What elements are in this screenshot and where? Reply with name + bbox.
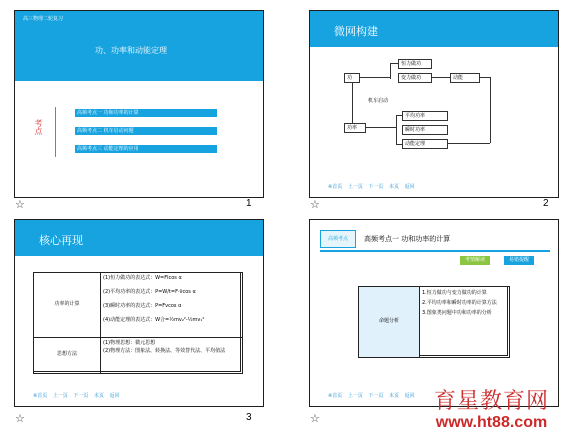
slide-number: 2 — [543, 198, 549, 209]
nav-next-link[interactable]: 下一页 — [368, 184, 384, 190]
connector — [360, 77, 390, 78]
nav-home-link[interactable]: ※首页 — [328, 184, 343, 190]
title-banner — [15, 220, 263, 256]
nav-prev-link[interactable]: 上一页 — [347, 393, 363, 399]
content-line: 2.平均功率和瞬时功率的计算方法 — [422, 300, 497, 306]
transition-star-icon: ☆ — [310, 198, 320, 211]
nav-next-link[interactable]: 下一页 — [368, 393, 384, 399]
connector — [396, 115, 397, 145]
slide-thumbnail-1[interactable] — [14, 10, 264, 198]
slide-title: 功、功率和动能定理 — [95, 46, 167, 55]
connector — [490, 77, 491, 143]
connector — [396, 144, 402, 145]
slide-title: 高频考点一 功和功率的计算 — [364, 235, 451, 243]
connector — [352, 83, 353, 123]
node-avg-power: 平均功率 — [402, 111, 448, 121]
node-inst-power: 瞬时功率 — [402, 125, 448, 135]
summary-table — [33, 272, 241, 372]
nav-home-link[interactable]: ※首页 — [328, 393, 343, 399]
connector — [480, 77, 490, 78]
slide-thumbnail-4[interactable] — [309, 219, 559, 407]
slide-number: 1 — [246, 198, 252, 209]
nav-prev-link[interactable]: 上一页 — [347, 184, 363, 190]
slide-number: 3 — [246, 412, 252, 423]
tab-reminder[interactable]: 易错提醒 — [504, 256, 534, 265]
node-theorem: 动能定理 — [402, 139, 448, 149]
connector — [366, 127, 396, 128]
side-label: 考点 — [34, 119, 43, 135]
method-line: (2)物理方法：图象法、转换法、等效替代法、平均值法 — [103, 348, 226, 354]
formula-line: (2)平均功率的表达式：P=W/t=F·v̄cos α — [103, 289, 196, 295]
nav-prev-link[interactable]: 上一页 — [52, 393, 68, 399]
transition-star-icon: ☆ — [310, 412, 320, 425]
title-banner — [310, 11, 558, 47]
formula-line: (4)动能定理的表达式：W合=½mv₂²-½mv₁² — [103, 317, 205, 323]
connector — [396, 115, 402, 116]
connector — [390, 63, 398, 64]
row1-content — [100, 272, 243, 338]
watermark-logo — [434, 390, 549, 432]
content-body — [419, 286, 510, 358]
content-label: 命题分析 — [358, 286, 420, 358]
badge: 高频考点 — [320, 230, 356, 248]
nav-back-link[interactable]: 返回 — [404, 184, 415, 190]
node-gong: 功 — [344, 73, 360, 83]
node-power: 功率 — [344, 123, 366, 133]
nav-last-link[interactable]: 末页 — [94, 393, 105, 399]
nav-next-link[interactable]: 下一页 — [73, 393, 89, 399]
content-line: 3.图象类问题中功和功率的分析 — [422, 310, 492, 316]
node-kinetic: 动能 — [450, 73, 480, 83]
topic-item-2[interactable]: 高频考点二 机车启动问题 — [75, 127, 217, 135]
formula-line: (3)瞬时功率的表达式：P=Fvcos α — [103, 303, 182, 309]
nav-last-link[interactable]: 末页 — [389, 393, 400, 399]
transition-star-icon: ☆ — [15, 412, 25, 425]
nav-footer — [328, 183, 550, 191]
nav-back-link[interactable]: 返回 — [109, 393, 120, 399]
slide-thumbnail-3[interactable] — [14, 219, 264, 407]
nav-last-link[interactable]: 末页 — [389, 184, 400, 190]
topic-item-3[interactable]: 高频考点三 动能定理的应用 — [75, 145, 217, 153]
title-banner — [15, 11, 263, 81]
nav-footer — [33, 392, 255, 400]
connector — [432, 77, 450, 78]
course-label: 高三物理二轮复习 — [23, 16, 64, 22]
topic-item-1[interactable]: 高频考点一 功和功率的计算 — [75, 109, 217, 117]
watermark-brand: 育星教育网 — [433, 389, 549, 414]
content-line: 1.恒力做功与变力做功的计算 — [422, 290, 487, 296]
formula-line: (1)恒力做功的表达式：W=Flcos α — [103, 275, 182, 281]
watermark-url: www.ht88.com — [435, 414, 548, 431]
connector — [390, 63, 391, 79]
node-constant-force: 恒力做功 — [398, 59, 432, 69]
slide-thumbnail-2[interactable] — [309, 10, 559, 198]
nav-home-link[interactable]: ※首页 — [33, 393, 48, 399]
connector — [448, 143, 490, 144]
node-variable-force: 变力做功 — [398, 73, 432, 83]
title-underline — [320, 250, 550, 252]
slide-title: 核心再现 — [39, 234, 83, 247]
row2-label: 思想方法 — [33, 337, 101, 374]
row1-label: 功率的计算 — [33, 272, 101, 338]
transition-star-icon: ☆ — [15, 198, 25, 211]
content-table — [358, 286, 508, 356]
tab-analysis[interactable]: 考情解读 — [460, 256, 490, 265]
slide-title: 微网构建 — [334, 25, 378, 38]
node-engine: 机车启动 — [366, 97, 386, 107]
accent-line — [55, 107, 56, 157]
method-line: (1)物理思想：微元思想 — [103, 340, 156, 346]
nav-back-link[interactable]: 返回 — [404, 393, 415, 399]
row2-content — [100, 337, 243, 374]
